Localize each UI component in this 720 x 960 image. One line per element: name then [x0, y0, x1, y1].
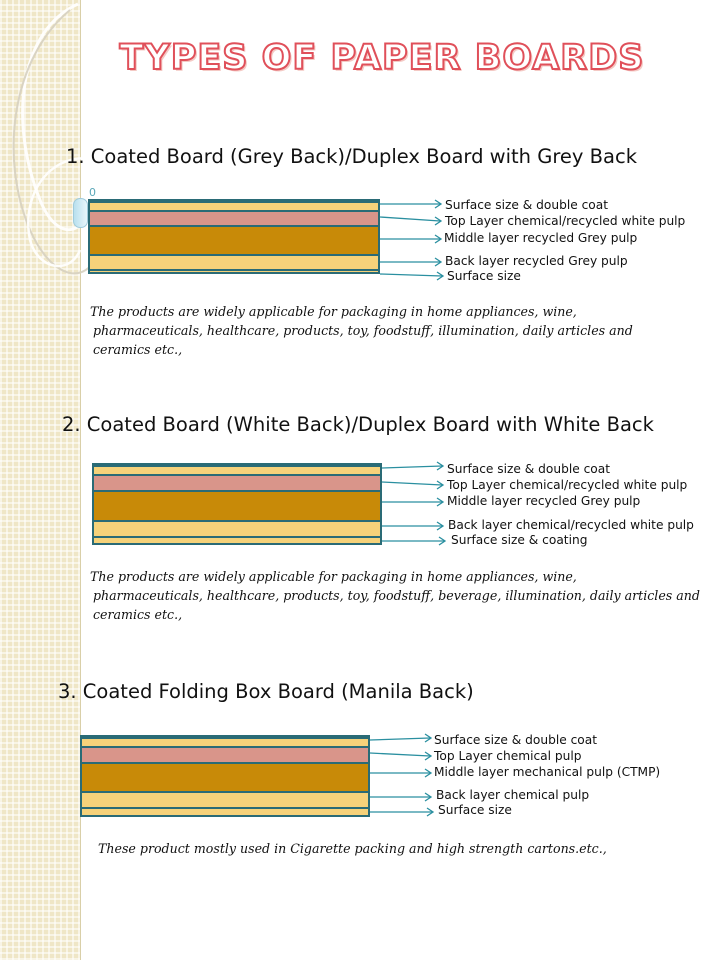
section-3-label-1: Surface size & double coat: [434, 733, 598, 747]
section-3-description: [98, 839, 607, 858]
arrow-3-2: [370, 753, 430, 756]
section-1-label-4: Back layer recycled Grey pulp: [445, 254, 628, 268]
section-1-description-line-1: The products are widely applicable for packaging in home appliances, wine,: [90, 304, 577, 319]
section-1-label-5: Surface size: [447, 269, 521, 283]
section-1-label-1: Surface size & double coat: [445, 198, 609, 212]
section-2-label-1: Surface size & double coat: [447, 462, 611, 476]
section-3-label-4: Back layer chemical pulp: [436, 788, 590, 802]
section-1-label-3: Middle layer recycled Grey pulp: [444, 231, 638, 245]
section-2-label-5: Surface size & coating: [451, 533, 588, 547]
section-2-description-line-2: pharmaceuticals, healthcare, products, toy, foodstuff, beverage, illumination, daily articles and: [93, 588, 700, 603]
section-2-label-4: Back layer chemical/recycled white pulp: [448, 518, 694, 532]
section-1-heading: 1. Coated Board (Grey Back)/Duplex Board with Grey Back: [66, 145, 638, 168]
section-2-heading: 2. Coated Board (White Back)/Duplex Board with White Back: [62, 413, 654, 436]
section-1-description-line-3: ceramics etc.,: [93, 342, 183, 357]
section-3-label-5: Surface size: [438, 803, 512, 817]
section-2-description-line-3: ceramics etc.,: [93, 607, 183, 622]
section-3-label-2: Top Layer chemical pulp: [434, 749, 582, 763]
arrow-3-1: [370, 738, 430, 740]
section-3-description-line-1: These product mostly used in Cigarette packing and high strength cartons.etc.,: [98, 841, 607, 856]
section-1-description-line-2: pharmaceuticals, healthcare, products, toy, foodstuff, illumination, daily articles and: [93, 323, 633, 338]
section-3-label-3: Middle layer mechanical pulp (CTMP): [434, 765, 661, 779]
page-title: TYPES OF PAPER BOARDS: [119, 38, 645, 78]
section-2-description-line-1: The products are widely applicable for packaging in home appliances, wine,: [90, 569, 577, 584]
section-3-heading: 3. Coated Folding Box Board (Manila Back): [58, 680, 474, 703]
slide-marker: 0: [89, 186, 96, 199]
section-2-label-3: Middle layer recycled Grey pulp: [447, 494, 641, 508]
section-1-label-2: Top Layer chemical/recycled white pulp: [445, 214, 686, 228]
section-2-label-2: Top Layer chemical/recycled white pulp: [447, 478, 688, 492]
